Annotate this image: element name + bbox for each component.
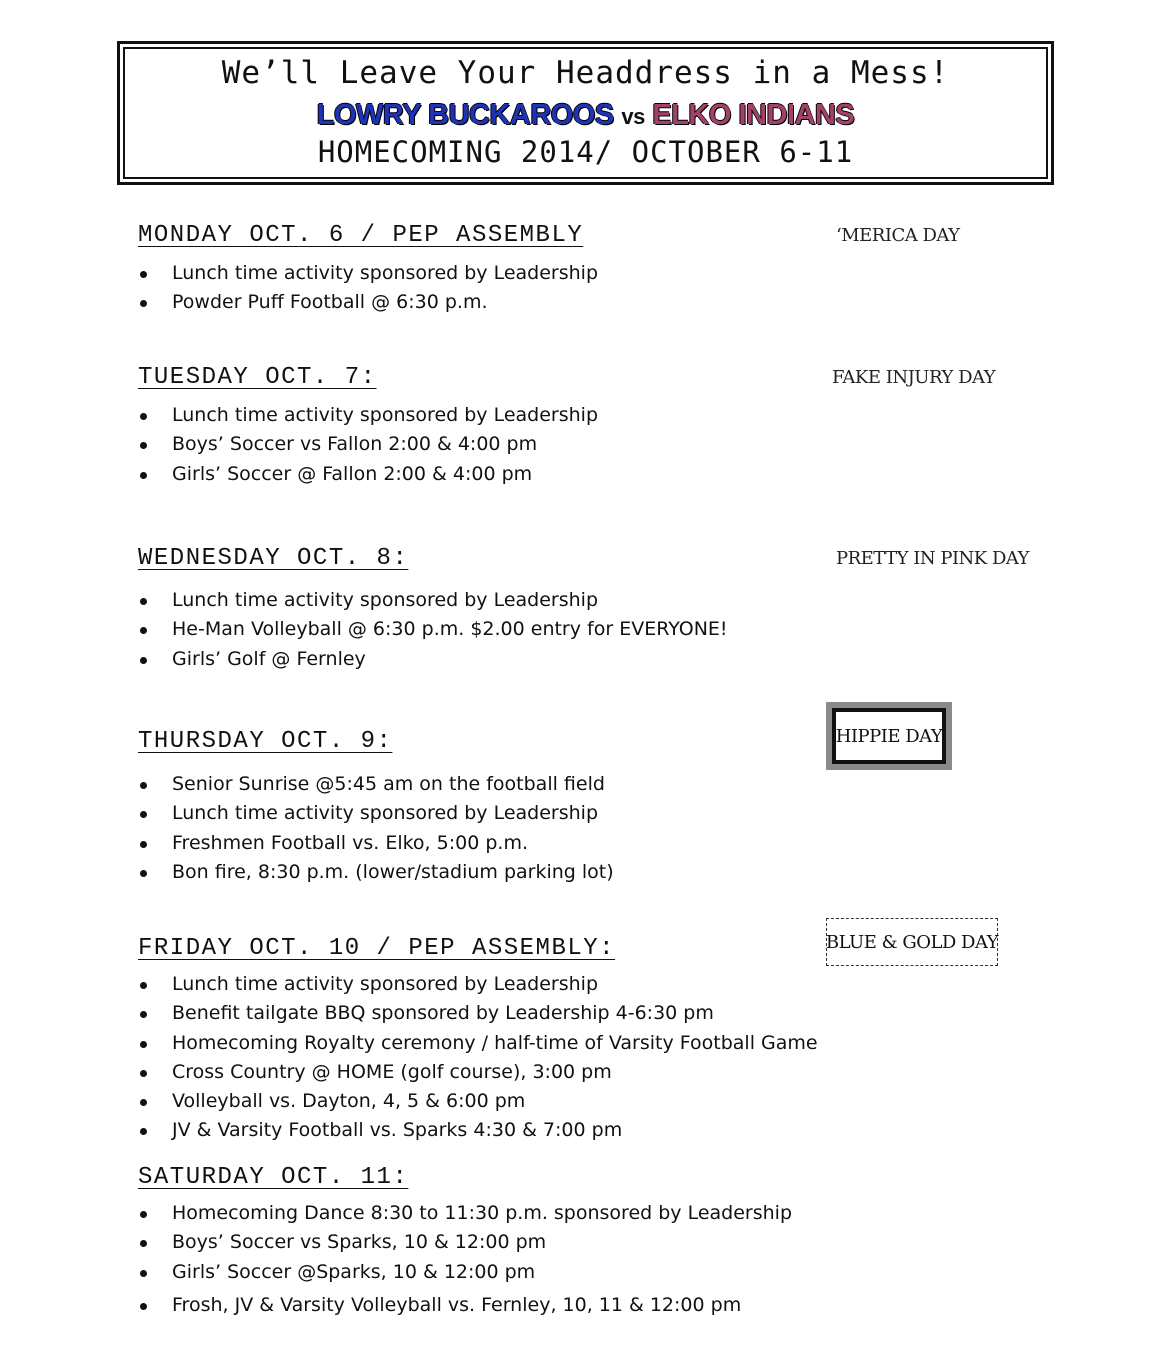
thursday-theme: HIPPIE DAY <box>832 708 946 764</box>
thursday-theme-frame <box>826 702 952 770</box>
saturday-heading: SATURDAY OCT. 11: <box>138 1164 409 1191</box>
header-box <box>117 41 1054 185</box>
list-item: Powder Puff Football @ 6:30 p.m. <box>138 288 598 317</box>
list-item: Homecoming Dance 8:30 to 11:30 p.m. sponsored by Leadership <box>138 1199 792 1228</box>
list-item: Freshmen Football vs. Elko, 5:00 p.m. <box>138 829 614 858</box>
list-item: Boys’ Soccer vs Fallon 2:00 & 4:00 pm <box>138 430 598 459</box>
monday-list <box>138 259 598 318</box>
list-item: Lunch time activity sponsored by Leadership <box>138 799 614 828</box>
tuesday-heading: TUESDAY OCT. 7: <box>138 364 377 391</box>
matchup <box>125 99 1046 132</box>
saturday-list <box>138 1199 792 1320</box>
list-item: Benefit tailgate BBQ sponsored by Leadership 4-6:30 pm <box>138 999 818 1028</box>
list-item: Girls’ Soccer @ Fallon 2:00 & 4:00 pm <box>138 460 598 489</box>
list-item: Lunch time activity sponsored by Leadership <box>138 586 728 615</box>
thursday-heading: THURSDAY OCT. 9: <box>138 728 393 755</box>
tuesday-list <box>138 401 598 489</box>
list-item: Frosh, JV & Varsity Volleyball vs. Fernley, 10, 11 & 12:00 pm <box>138 1291 792 1320</box>
home-team: LOWRY BUCKAROOS <box>316 99 614 131</box>
event-title: HOMECOMING 2014/ OCTOBER 6-11 <box>317 135 854 169</box>
list-item: Lunch time activity sponsored by Leadership <box>138 401 598 430</box>
list-item: JV & Varsity Football vs. Sparks 4:30 & 7:00 pm <box>138 1116 818 1145</box>
wednesday-list <box>138 586 728 674</box>
thursday-list <box>138 770 614 887</box>
tuesday-theme: FAKE INJURY DAY <box>832 367 996 388</box>
friday-heading: FRIDAY OCT. 10 / PEP ASSEMBLY: <box>138 935 616 962</box>
list-item: Bon fire, 8:30 p.m. (lower/stadium parking lot) <box>138 858 614 887</box>
list-item: Girls’ Golf @ Fernley <box>138 645 728 674</box>
wednesday-heading: WEDNESDAY OCT. 8: <box>138 545 409 572</box>
away-team: ELKO INDIANS <box>652 99 855 131</box>
list-item: Lunch time activity sponsored by Leadership <box>138 970 818 999</box>
slogan: We’ll Leave Your Headdress in a Mess! <box>221 55 950 91</box>
friday-list <box>138 970 818 1146</box>
list-item: Cross Country @ HOME (golf course), 3:00 pm <box>138 1058 818 1087</box>
header-inner-frame <box>123 47 1048 179</box>
monday-theme: ‘MERICA DAY <box>836 225 960 246</box>
list-item: Senior Sunrise @5:45 am on the football field <box>138 770 614 799</box>
monday-heading: MONDAY OCT. 6 / PEP ASSEMBLY <box>138 222 584 249</box>
list-item: Girls’ Soccer @Sparks, 10 & 12:00 pm <box>138 1258 792 1287</box>
list-item: Lunch time activity sponsored by Leadership <box>138 259 598 288</box>
vs-label: vs <box>621 104 645 129</box>
list-item: Volleyball vs. Dayton, 4, 5 & 6:00 pm <box>138 1087 818 1116</box>
wednesday-theme: PRETTY IN PINK DAY <box>836 548 1030 569</box>
list-item: Homecoming Royalty ceremony / half-time of Varsity Football Game <box>138 1029 818 1058</box>
list-item: Boys’ Soccer vs Sparks, 10 & 12:00 pm <box>138 1228 792 1257</box>
list-item: He-Man Volleyball @ 6:30 p.m. $2.00 entry for EVERYONE! <box>138 615 728 644</box>
friday-theme: BLUE & GOLD DAY <box>826 918 998 966</box>
